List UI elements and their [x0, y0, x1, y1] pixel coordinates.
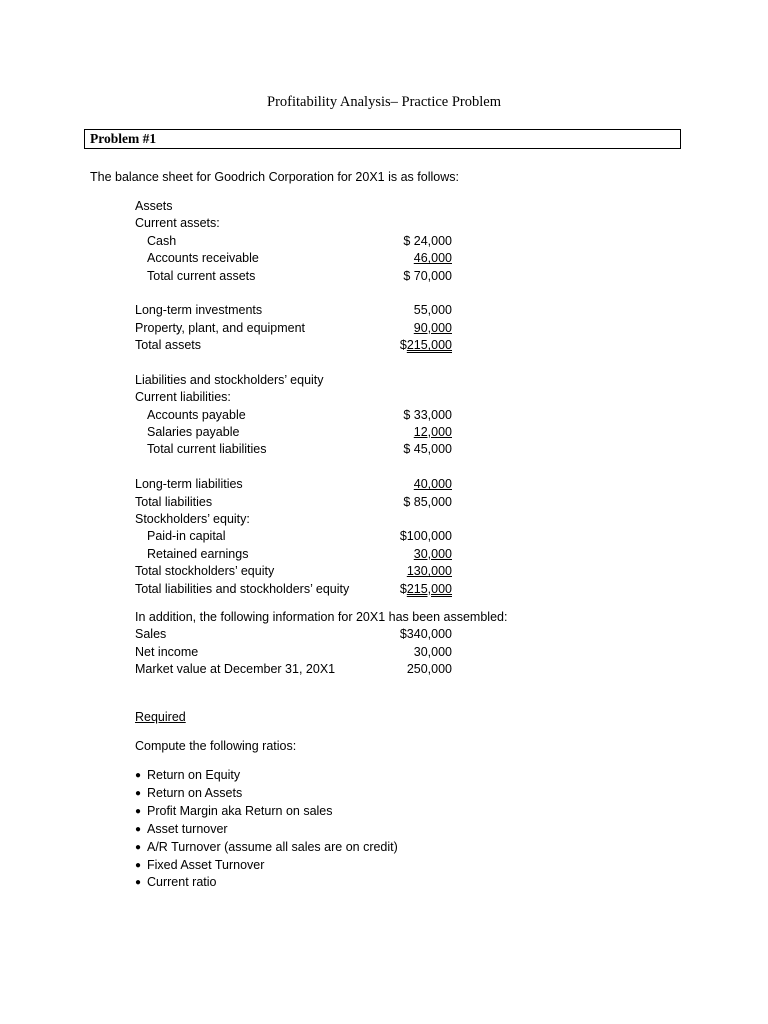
ppe-row [135, 320, 455, 337]
compute-intro: Compute the following ratios: [135, 739, 297, 753]
total-equity-amount: 130,000 [406, 564, 452, 579]
assets-heading-label: Assets [135, 199, 173, 213]
total-assets-label: Total assets [135, 338, 202, 353]
total-liabilities-row [135, 494, 455, 511]
sales-amount: $340,000 [399, 627, 452, 642]
cash-label: Cash [147, 233, 177, 248]
net-income-amount: 30,000 [413, 644, 452, 659]
equity-heading-label: Stockholders’ equity: [135, 512, 250, 527]
required-heading: Required [135, 710, 186, 724]
list-item [135, 803, 398, 821]
cash-row [135, 233, 455, 250]
sales-label: Sales [135, 627, 167, 642]
ratio-label: Profit Margin aka Return on sales [147, 803, 333, 818]
total-assets-currency: $ [399, 338, 407, 353]
ppe-label: Property, plant, and equipment [135, 320, 306, 335]
ratio-label: Return on Equity [147, 768, 241, 782]
accounts-payable-label: Accounts payable [147, 407, 246, 422]
total-liabilities-equity-label: Total liabilities and stockholders’ equity [135, 581, 350, 596]
bullet-icon: ● [135, 787, 142, 799]
current-liabilities-heading-label: Current liabilities: [135, 390, 231, 405]
market-value-label: Market value at December 31, 20X1 [135, 662, 336, 677]
retained-earnings-amount: 30,000 [413, 546, 452, 561]
total-liabilities-label: Total liabilities [135, 494, 213, 509]
bullet-icon: ● [135, 805, 142, 817]
list-item [135, 821, 398, 839]
total-assets-amount [400, 337, 452, 354]
cash-amount: $ 24,000 [403, 233, 452, 248]
market-value-amount: 250,000 [406, 662, 452, 677]
ratio-list [135, 767, 398, 892]
ratio-label: Current ratio [147, 875, 217, 890]
salaries-payable-label: Salaries payable [147, 425, 240, 440]
sales-row [135, 626, 455, 643]
long-term-investments-amount: 55,000 [413, 303, 452, 318]
retained-earnings-label: Retained earnings [147, 546, 249, 561]
bullet-icon: ● [135, 770, 142, 781]
total-current-liabilities-amount: $ 45,000 [403, 442, 452, 457]
total-equity-row [135, 563, 455, 580]
list-item [135, 874, 398, 892]
market-value-row [135, 661, 455, 678]
accounts-payable-amount: $ 33,000 [403, 407, 452, 422]
problem-header: Problem #1 [84, 129, 681, 149]
ratio-label: Fixed Asset Turnover [147, 857, 265, 872]
assets-heading [135, 198, 455, 215]
paid-in-capital-label: Paid-in capital [147, 529, 226, 544]
net-income-row [135, 644, 455, 661]
bullet-icon: ● [135, 859, 142, 871]
total-current-assets-label: Total current assets [147, 268, 256, 283]
long-term-investments-row [135, 302, 455, 319]
bullet-icon: ● [135, 877, 142, 889]
accounts-receivable-row [135, 250, 455, 267]
retained-earnings-row [135, 546, 455, 563]
total-current-liabilities-label: Total current liabilities [147, 442, 267, 457]
ppe-amount: 90,000 [413, 320, 452, 335]
page-title: Profitability Analysis– Practice Problem [267, 94, 501, 110]
intro-text: The balance sheet for Goodrich Corporation for 20X1 is as follows: [90, 170, 459, 184]
total-liabilities-equity-amount [400, 581, 452, 598]
salaries-payable-row [135, 424, 455, 441]
salaries-payable-amount: 12,000 [413, 425, 452, 440]
ratio-label: Return on Assets [147, 785, 243, 800]
total-equity-label: Total stockholders’ equity [135, 564, 275, 579]
total-current-liabilities-row [135, 441, 455, 458]
balance-sheet [135, 198, 508, 679]
current-assets-heading [135, 215, 455, 232]
total-liabilities-equity-row [135, 581, 455, 598]
accounts-receivable-label: Accounts receivable [147, 251, 259, 266]
long-term-liabilities-amount: 40,000 [413, 477, 452, 492]
total-current-assets-row [135, 268, 455, 285]
total-current-assets-amount: $ 70,000 [403, 268, 452, 283]
additional-info-heading [135, 609, 508, 626]
equity-heading [135, 511, 455, 528]
bullet-icon: ● [135, 841, 142, 853]
bullet-icon: ● [135, 823, 142, 835]
total-assets-value: 215,000 [406, 338, 452, 353]
total-liabilities-amount: $ 85,000 [403, 494, 452, 509]
ratio-label: Asset turnover [147, 821, 228, 836]
liabilities-heading-label: Liabilities and stockholders’ equity [135, 372, 324, 387]
long-term-liabilities-row [135, 476, 455, 493]
liabilities-heading [135, 372, 455, 389]
accounts-receivable-amount: 46,000 [413, 251, 452, 266]
net-income-label: Net income [135, 644, 199, 659]
total-liabilities-equity-value: 215,000 [406, 581, 452, 596]
list-item [135, 785, 398, 803]
paid-in-capital-row [135, 528, 455, 545]
list-item [135, 857, 398, 875]
long-term-liabilities-label: Long-term liabilities [135, 477, 243, 492]
accounts-payable-row [135, 407, 455, 424]
current-assets-heading-label: Current assets: [135, 216, 220, 231]
list-item [135, 839, 398, 857]
long-term-investments-label: Long-term investments [135, 303, 263, 318]
paid-in-capital-amount: $100,000 [399, 529, 452, 544]
total-liabilities-equity-currency: $ [399, 581, 407, 596]
current-liabilities-heading [135, 389, 455, 406]
list-item [135, 767, 398, 785]
total-assets-row [135, 337, 455, 354]
additional-info-heading-label: In addition, the following information for 20X1 has been assembled: [135, 609, 508, 624]
ratio-label: A/R Turnover (assume all sales are on credit) [147, 839, 398, 854]
